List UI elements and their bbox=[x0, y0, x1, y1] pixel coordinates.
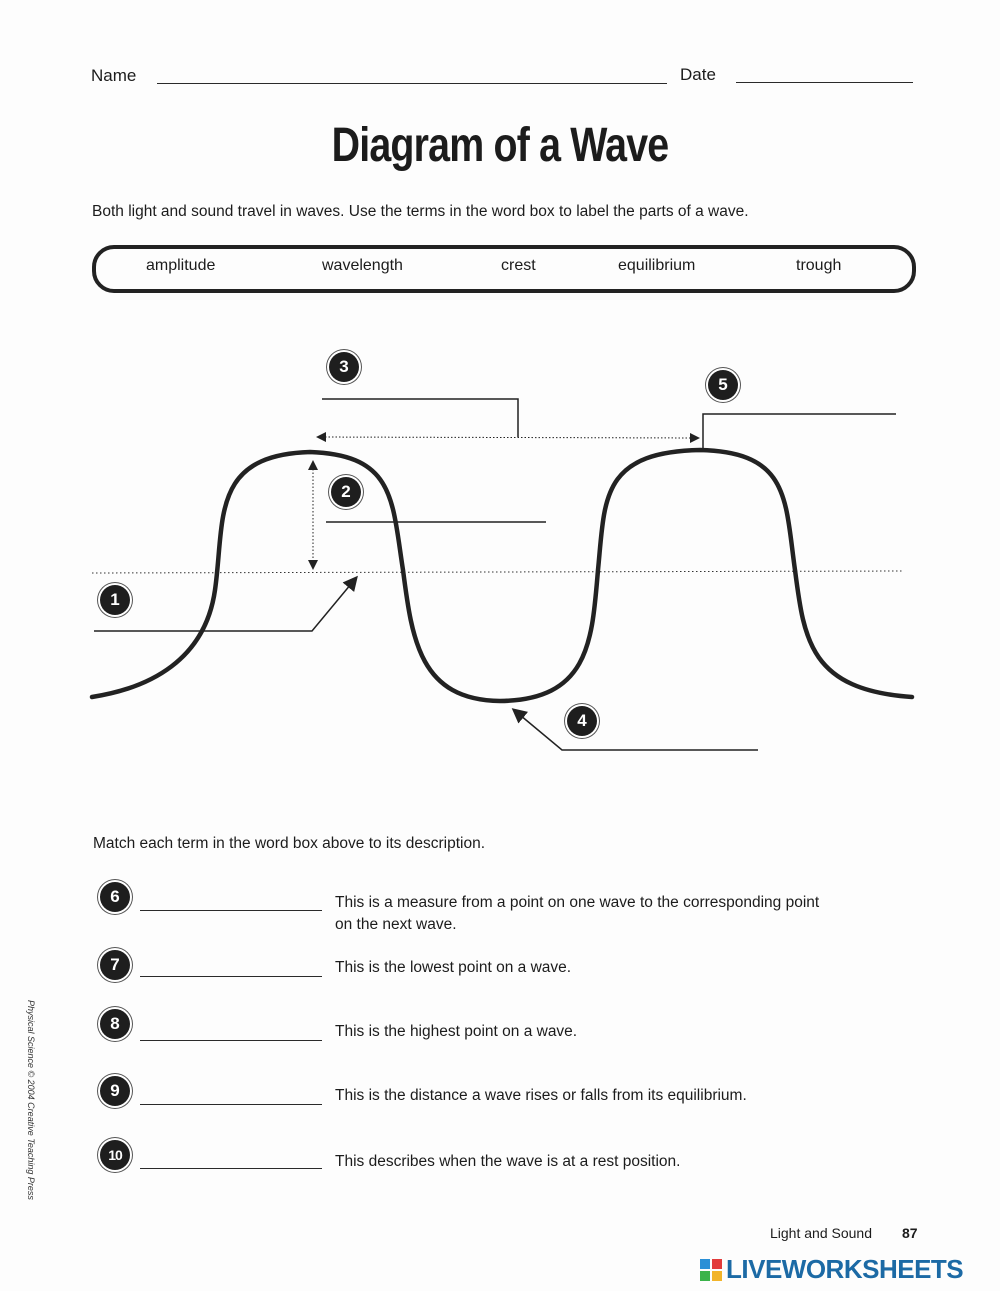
equilibrium-line bbox=[92, 571, 902, 573]
word-wavelength: wavelength bbox=[322, 257, 403, 274]
label-4-line bbox=[514, 710, 758, 750]
match-desc-6: This is a measure from a point on one wave to the corresponding point bbox=[335, 894, 820, 911]
page-number: 87 bbox=[902, 1225, 918, 1241]
word-equilibrium: equilibrium bbox=[618, 257, 696, 274]
name-label: Name bbox=[91, 66, 137, 85]
footer-section: Light and Sound bbox=[770, 1225, 872, 1241]
match-number-10: 10 bbox=[100, 1140, 130, 1170]
label-1-line bbox=[94, 578, 356, 631]
diagram-label-3: 3 bbox=[329, 352, 359, 382]
diagram-label-4: 4 bbox=[567, 706, 597, 736]
date-label: Date bbox=[680, 65, 716, 84]
liveworksheets-logo-icon bbox=[700, 1259, 722, 1281]
liveworksheets-brand[interactable] bbox=[700, 1254, 963, 1285]
match-number-6: 6 bbox=[100, 882, 130, 912]
label-5-line bbox=[703, 414, 896, 449]
match-number-7: 7 bbox=[100, 950, 130, 980]
match-answer-10[interactable] bbox=[140, 1168, 322, 1169]
word-crest: crest bbox=[501, 257, 536, 274]
diagram-label-5: 5 bbox=[708, 370, 738, 400]
label-3-line bbox=[322, 399, 518, 437]
word-amplitude: amplitude bbox=[146, 257, 216, 274]
match-desc-9: This is the distance a wave rises or falls from its equilibrium. bbox=[335, 1087, 747, 1104]
brand-text: LIVEWORKSHEETS bbox=[726, 1254, 964, 1284]
diagram-label-2: 2 bbox=[331, 477, 361, 507]
match-answer-8[interactable] bbox=[140, 1040, 322, 1041]
match-number-8: 8 bbox=[100, 1009, 130, 1039]
copyright-credit: Physical Science © 2004 Creative Teaching Press bbox=[26, 1000, 36, 1200]
match-desc-6-cont: on the next wave. bbox=[335, 916, 457, 933]
diagram-label-1: 1 bbox=[100, 585, 130, 615]
wavelength-arrow bbox=[318, 437, 698, 438]
match-instruction: Match each term in the word box above to its description. bbox=[93, 835, 486, 852]
match-desc-8: This is the highest point on a wave. bbox=[335, 1023, 578, 1040]
instructions: Both light and sound travel in waves. Use the terms in the word box to label the parts of a wave. bbox=[92, 203, 749, 220]
word-trough: trough bbox=[796, 257, 842, 274]
match-answer-6[interactable] bbox=[140, 910, 322, 911]
match-desc-7: This is the lowest point on a wave. bbox=[335, 959, 572, 976]
match-desc-10: This describes when the wave is at a rest position. bbox=[335, 1153, 681, 1170]
match-answer-9[interactable] bbox=[140, 1104, 322, 1105]
match-answer-7[interactable] bbox=[140, 976, 322, 977]
match-number-9: 9 bbox=[100, 1076, 130, 1106]
page-title: Diagram of a Wave bbox=[331, 119, 669, 172]
wave-curve bbox=[92, 450, 912, 701]
